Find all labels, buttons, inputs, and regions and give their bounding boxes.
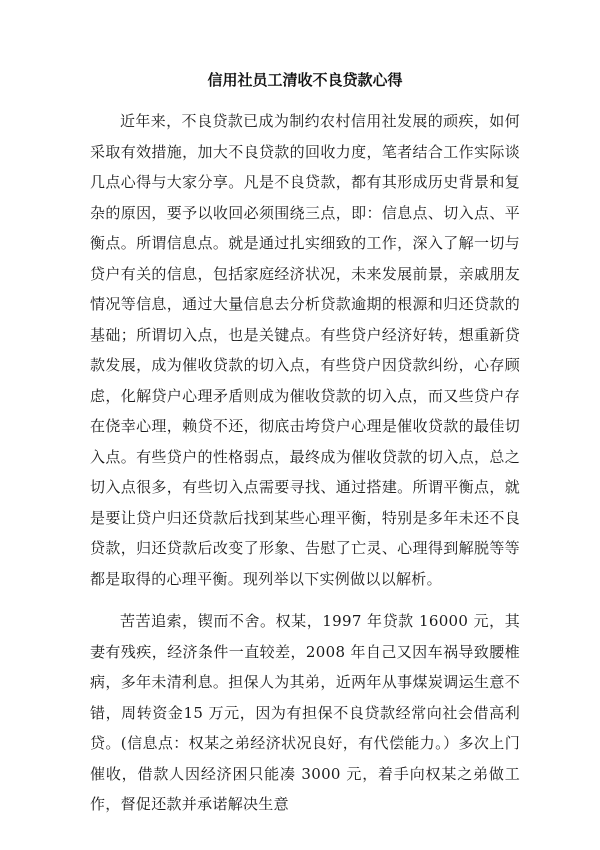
paragraph-case-example: 苦苦追索，锲而不舍。权某，1997 年贷款 16000 元，其妻有残疾，经济条件一直较差，2008 年自己又因车祸导致腰椎病，多年未清利息。担保人为其弟，近两年从事煤炭调运生意不错，周转资金15 万元，因为有担保不良贷款经常向社会借高利贷。(信息点：权某之弟经济状况良好，有代偿能力。）多次上门催收，借款人因经济困只能凑 3000 元，着手向权某之弟做工作，督促还款并承诺解决生意 (90, 612, 520, 813)
document-page (90, 70, 520, 820)
paragraph-intro: 近年来，不良贷款已成为制约农村信用社发展的顽疾，如何采取有效措施，加大不良贷款的回收力度，笔者结合工作实际谈几点心得与大家分享。凡是不良贷款，都有其形成历史背景和复杂的原因，要予以收回必须围绕三点，即：信息点、切入点、平衡点。所谓信息点。就是通过扎实细致的工作，深入了解一切与贷户有关的信息，包括家庭经济状况，未来发展前景，亲戚朋友情况等信息，通过大量信息去分析贷款逾期的根源和归还贷款的基础；所谓切入点，也是关键点。有些贷户经济好转，想重新贷款发展，成为催收贷款的切入点，有些贷户因贷款纠纷，心存顾虑，化解贷户心理矛盾则成为催收贷款的切入点，而又些贷户存在侥幸心理，赖贷不还，彻底击垮贷户心理是催收贷款的最佳切入点。有些贷户的性格弱点，最终成为催收贷款的切入点，总之切入点很多，有些切入点需要寻找、通过搭建。所谓平衡点，就是要让贷户归还贷款后找到某些心理平衡，特别是多年未还不良贷款，归还贷款后改变了形象、告慰了亡灵、心理得到解脱等等都是取得的心理平衡。现列举以下实例做以以解析。 (90, 112, 520, 588)
document-title: 信用社员工清收不良贷款心得 (207, 71, 403, 89)
